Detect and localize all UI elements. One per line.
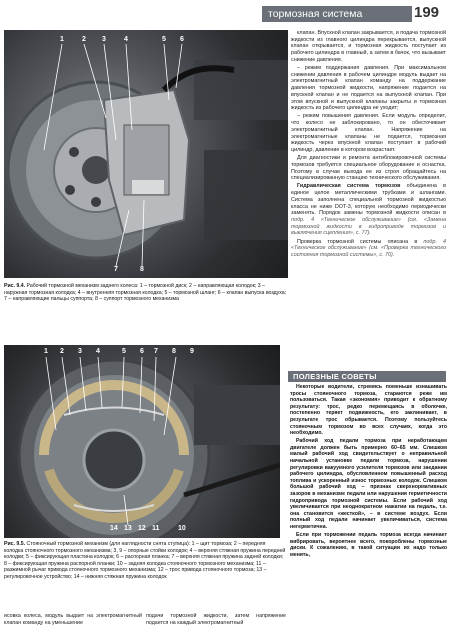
paragraph: подачи тормозной жидкости, затем напряжение подается на каждый электромагнитный — [146, 613, 286, 626]
callout-8: 8 — [140, 266, 144, 273]
parking-brake-illustration — [4, 345, 280, 538]
paragraph-text: объединена в единое целое металлическими трубками и шлангами. Система заполнена специальной тормозной жидкостью класса не ниже DOT-3, которую необходимо периодически заменять. Порядок замены тормозной жидкости описан в — [291, 183, 446, 217]
figure1-caption-label: Рис. 9.4. — [4, 283, 26, 289]
paragraph: – режим повышения давления. Если модуль определит, что колесо не заблокировано, то он обесточивает электромагнитный клапан. Напряжение на электромагнитные клапаны не подается, тормозная жидкость через впускной клапан поступает в рабочий цилиндр, давление в котором возрастает. — [291, 113, 446, 153]
disc-brake-illustration — [4, 30, 288, 278]
callout-7: 7 — [114, 266, 118, 273]
paragraph: Для диагностики и ремонта антиблокировочной системы тормозов требуется специальное оборудование и оснастка. Поэтому в случае выхода ее из строя обращайтесь на специализированную станцию технического обслуживания. — [291, 155, 446, 182]
paragraph — [291, 239, 446, 259]
callout-3: 3 — [78, 348, 82, 355]
callout-2: 2 — [60, 348, 64, 355]
figure2-caption — [4, 541, 286, 581]
callout-5: 5 — [122, 348, 126, 355]
bottom-text-right — [146, 613, 286, 627]
disc-brake-photo — [4, 30, 288, 278]
tips-heading: ПОЛЕЗНЫЕ СОВЕТЫ — [293, 372, 377, 381]
callout-4: 4 — [124, 36, 128, 43]
callout-1: 1 — [44, 348, 48, 355]
paragraph-text: Проверка тормозной системы описана в — [297, 238, 418, 245]
paragraph: – режим поддержания давления. При максимальном снижении давления в рабочем цилиндре модуль выдает на электромагнитный клапан команду на поддержание давления тормозной жидкости, напряжение подается на впускной клапан и не подается на выпускной клапан. При этом впускной и выпускной клапаны закрыты и тормозная жидкость из рабочего цилиндра не уходит; — [291, 65, 446, 112]
hydraulic-heading: Гидравлическая система тормозов — [297, 183, 401, 190]
callout-9: 9 — [190, 348, 194, 355]
callout-2: 2 — [82, 36, 86, 43]
callout-5: 5 — [162, 36, 166, 43]
tips-text — [290, 384, 447, 560]
paragraph: клапан. Впускной клапан закрывается, и подача тормозной жидкости из главного цилиндра перекрывается, выпускной клапан открывается, и тормозная жидкость поступает из рабочего цилиндра в главный, а затем в бачок, что вызывает снижение давления. — [291, 30, 446, 63]
figure2-caption-text: Стояночный тормозной механизм (для наглядности снята ступица): 1 – щит тормоза; 2 – передняя колодка стояночного тормозного механизма; 3, 9 – опорные стойки колодок; 4 – верхняя стяжная пружина передней колодки; 5 – фиксирующая пластина колодок; 6 – распорная планка; 7 – верхняя стяжная пружина задней колодки; 8 – фиксирующая пружина распорной планки; 10 – задняя колодка стояночного тормозного механизма; 11 – разжимной рычаг привода стояночного тормозного механизма; 12 – трос привода стояночного тормоза; 13 – регулировочное устройство; 14 – нижняя стяжная пружина колодок — [4, 541, 286, 580]
section-title: тормозная система — [268, 8, 363, 20]
callout-7: 7 — [154, 348, 158, 355]
page-header — [0, 0, 450, 28]
callout-11: 11 — [152, 525, 160, 532]
callout-6: 6 — [180, 36, 184, 43]
tips-heading-bar — [288, 371, 446, 382]
paragraph — [291, 183, 446, 237]
callout-6: 6 — [140, 348, 144, 355]
callout-3: 3 — [102, 36, 106, 43]
paragraph: исовка колеса, модуль выдает на электромагнитный клапан команду на уменьшение — [4, 613, 142, 626]
body-text-column — [291, 30, 446, 260]
tip-paragraph: Если при торможении педаль тормоза всегда начинает вибрировать, вероятнее всего, покороблены тормозные диски. К сожалению, в такой ситуации их надо только менять, — [290, 532, 447, 558]
callout-14: 14 — [110, 525, 118, 532]
callout-4: 4 — [96, 348, 100, 355]
tip-paragraph: Некоторые водители, стремясь поменьше изнашивать тросы стояночного тормоза, стараются реже им пользоваться. Такая «экономия» приводит к обратному результату: трос, редко перемещаясь в оболочке, постепенно теряет подвижность, его заклинивает, в результате трос обрывается. Поэтому пользуйтесь стояночным тормозом во всех случаях, когда это необходимо. — [290, 384, 447, 437]
page-number: 199 — [414, 4, 440, 21]
parking-brake-photo — [4, 345, 280, 538]
callout-8: 8 — [172, 348, 176, 355]
callout-1: 1 — [60, 36, 64, 43]
figure2-caption-label: Рис. 9.5. — [4, 541, 26, 547]
callout-12: 12 — [138, 525, 146, 532]
callout-13: 13 — [124, 525, 132, 532]
bottom-text-left — [4, 613, 142, 627]
tip-paragraph: Рабочий ход педали тормоза при неработающем двигателе должен быть примерно 60–65 мм. Слишком малый рабочий ход свидетельствует о неправильной начальной установке педали тормоза, нарушении регулировки вакуумного усилителя тормозов или заедании рабочего цилиндра, обусловленном повышенный расход топлива и ускоренный износ тормозных колодок. Слишком большой рабочий ход – признак сверхнормативных зазоров в механизме педали или нарушения герметичности гидропривода тормозной системы. Если рабочий ход увеличивается при неоднократном нажатии на педаль, т.е. она становится «жесткой», – в системе воздух. Если полный ход педали начинает увеличиваться, система негерметична. — [290, 438, 447, 530]
callout-10: 10 — [178, 525, 186, 532]
figure1-caption-text: Рабочий тормозной механизм заднего колеса: 1 – тормозной диск; 2 – направляющая колодок; 3 – наружная тормозная колодка; 4 – внутренняя тормозная колодка; 5 – тормозной шланг; 6 – клапан выпуска воздуха; 7 – направляющие пальцы суппорта; 8 – суппорт тормозного механизма — [4, 283, 287, 303]
cross-reference: подр. 4 «Техническое обслуживание» (см. «Проверка технического состояния тормозной системы», с. 70). — [291, 238, 447, 258]
cross-reference: подр. 4 «Техническое обслуживание» (см. «Замена тормозной жидкости в гидроприводе тормозов и выключения сцепления», с. 77). — [291, 216, 446, 237]
figure1-caption — [4, 283, 288, 303]
